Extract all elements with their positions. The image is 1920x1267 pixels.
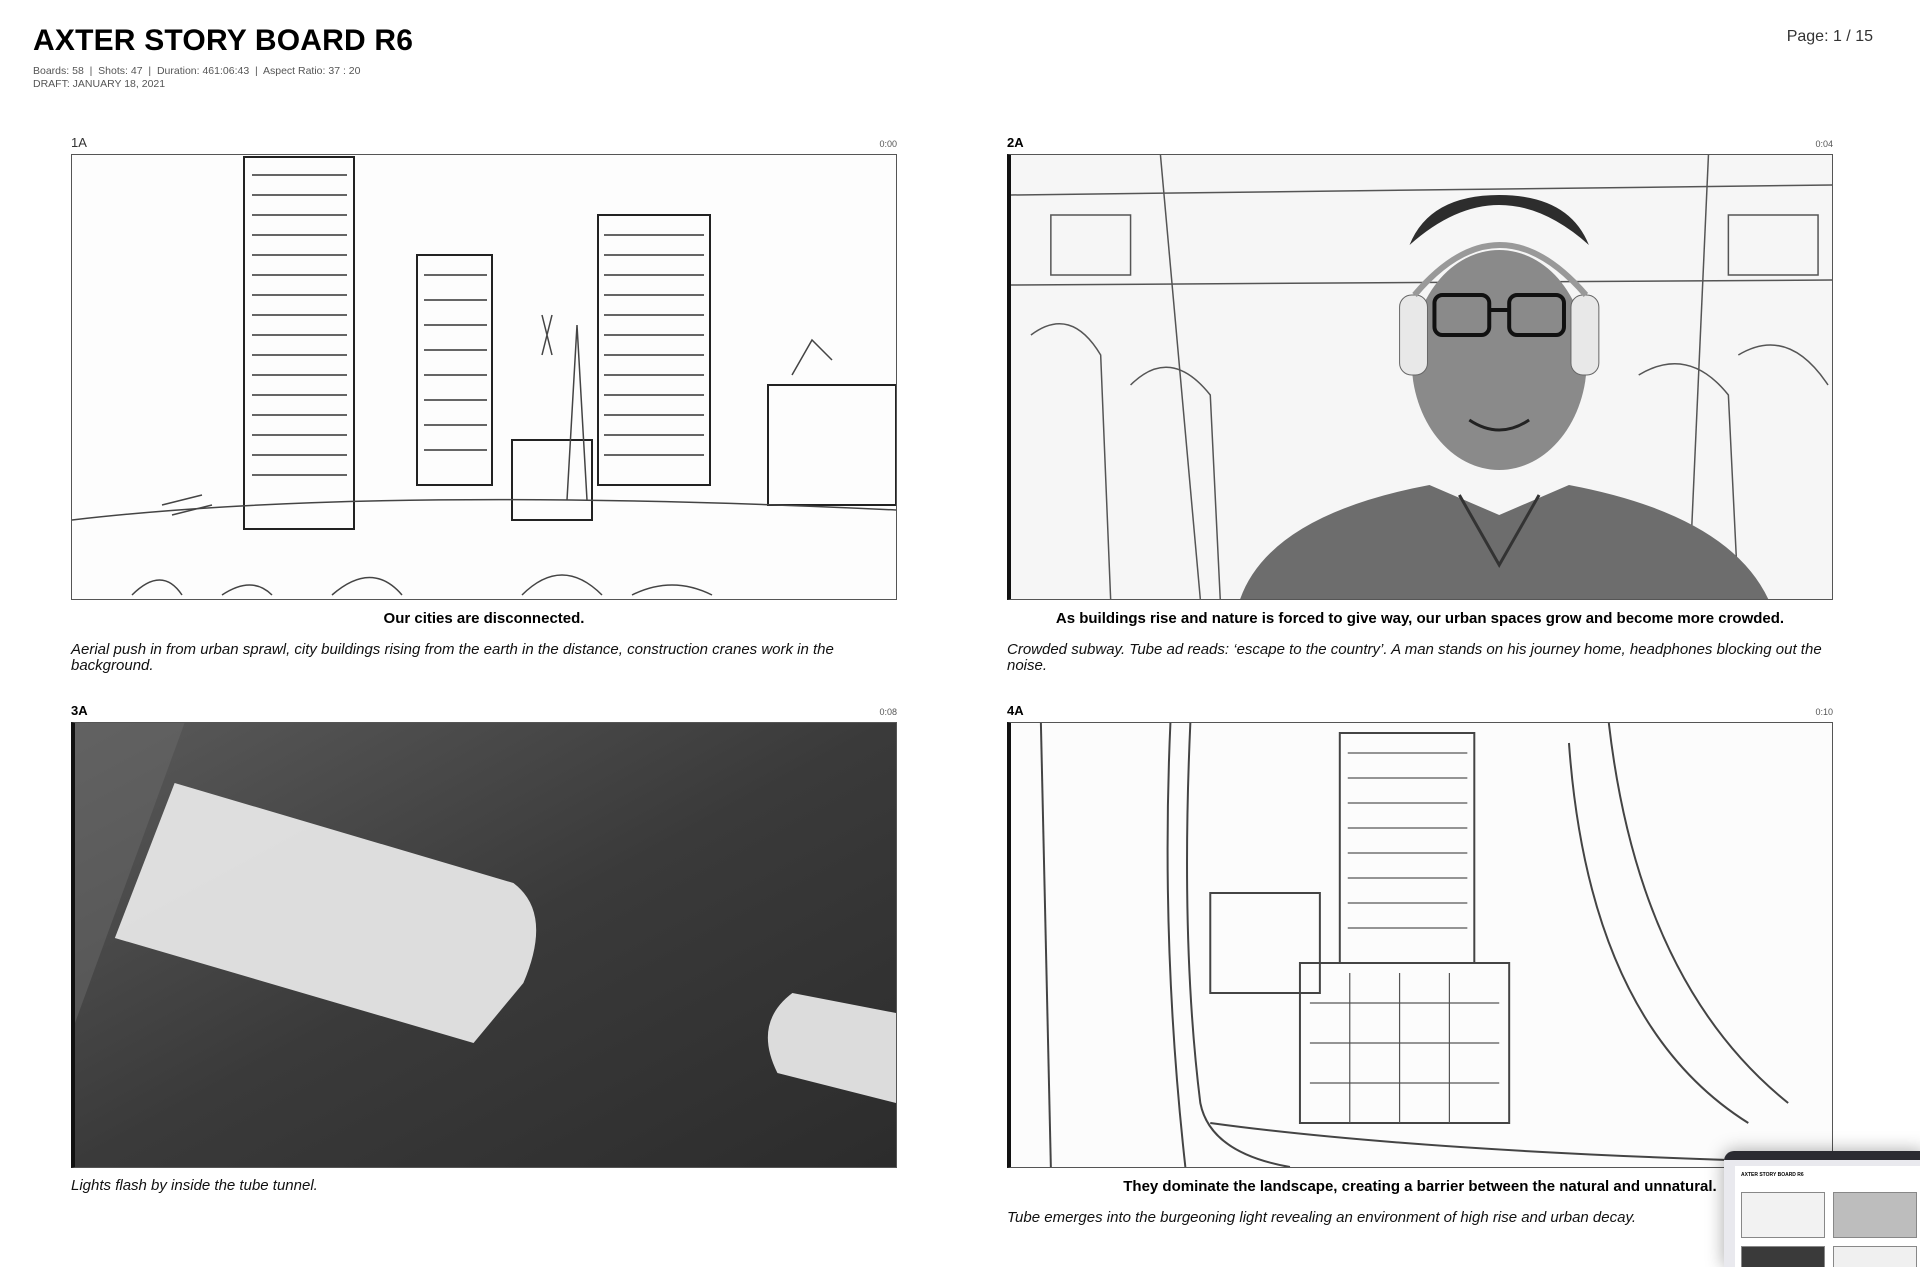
board-3a <box>71 703 897 1194</box>
board-action: Crowded subway. Tube ad reads: ‘escape to the country’. A man stands on his journey home, headphones blocking out the noise. <box>1007 641 1822 674</box>
board-action: Tube emerges into the burgeoning light revealing an environment of high rise and urban decay. <box>1007 1209 1637 1226</box>
board-metadata <box>33 65 360 91</box>
screenshot-thumbnail[interactable] <box>1724 1151 1920 1267</box>
board-time: 0:08 <box>879 707 897 717</box>
thumbnail-board-2 <box>1833 1192 1917 1238</box>
board-time: 0:10 <box>1815 707 1833 717</box>
board-number: 3A <box>71 703 88 718</box>
thumbnail-board-4 <box>1833 1246 1917 1267</box>
document-title: AXTER STORY BOARD R6 <box>33 24 414 57</box>
board-number: 2A <box>1007 135 1024 150</box>
board-image-tunnel <box>71 722 897 1168</box>
subway-sketch <box>1011 155 1832 599</box>
board-number: 4A <box>1007 703 1024 718</box>
page-indicator <box>1787 28 1873 46</box>
train-window-sketch <box>1011 723 1832 1167</box>
thumbnail-title: AXTER STORY BOARD R6 <box>1741 1172 1804 1178</box>
city-sketch <box>72 155 896 599</box>
board-4a <box>1007 703 1833 1226</box>
board-dialogue: They dominate the landscape, creating a barrier between the natural and unnatural. <box>1123 1178 1717 1195</box>
board-action: Aerial push in from urban sprawl, city buildings rising from the earth in the distance, construction cranes work in the background. <box>71 641 834 674</box>
board-image-train-window <box>1007 722 1833 1168</box>
board-image-city <box>71 154 897 600</box>
thumbnail-board-1 <box>1741 1192 1825 1238</box>
board-time: 0:04 <box>1815 139 1833 149</box>
thumbnail-titlebar <box>1724 1151 1920 1160</box>
board-1a <box>71 135 897 674</box>
board-dialogue: Our cities are disconnected. <box>383 610 585 627</box>
thumbnail-board-3 <box>1741 1246 1825 1267</box>
board-image-subway <box>1007 154 1833 600</box>
board-2a <box>1007 135 1833 674</box>
board-dialogue: As buildings rise and nature is forced to give way, our urban spaces grow and become more crowded. <box>1055 610 1785 627</box>
page-label: Page: 1 / 15 <box>1786 28 1873 45</box>
board-time: 0:00 <box>879 139 897 149</box>
draft-date: DRAFT: JANUARY 18, 2021 <box>33 78 166 90</box>
board-action: Lights flash by inside the tube tunnel. <box>71 1177 318 1194</box>
board-stats: Boards: 58 | Shots: 47 | Duration: 461:06:43 | Aspect Ratio: 37 : 20 <box>33 65 361 77</box>
board-number: 1A <box>71 135 87 150</box>
tunnel-lights <box>75 723 896 1167</box>
thumbnail-page <box>1735 1166 1920 1267</box>
